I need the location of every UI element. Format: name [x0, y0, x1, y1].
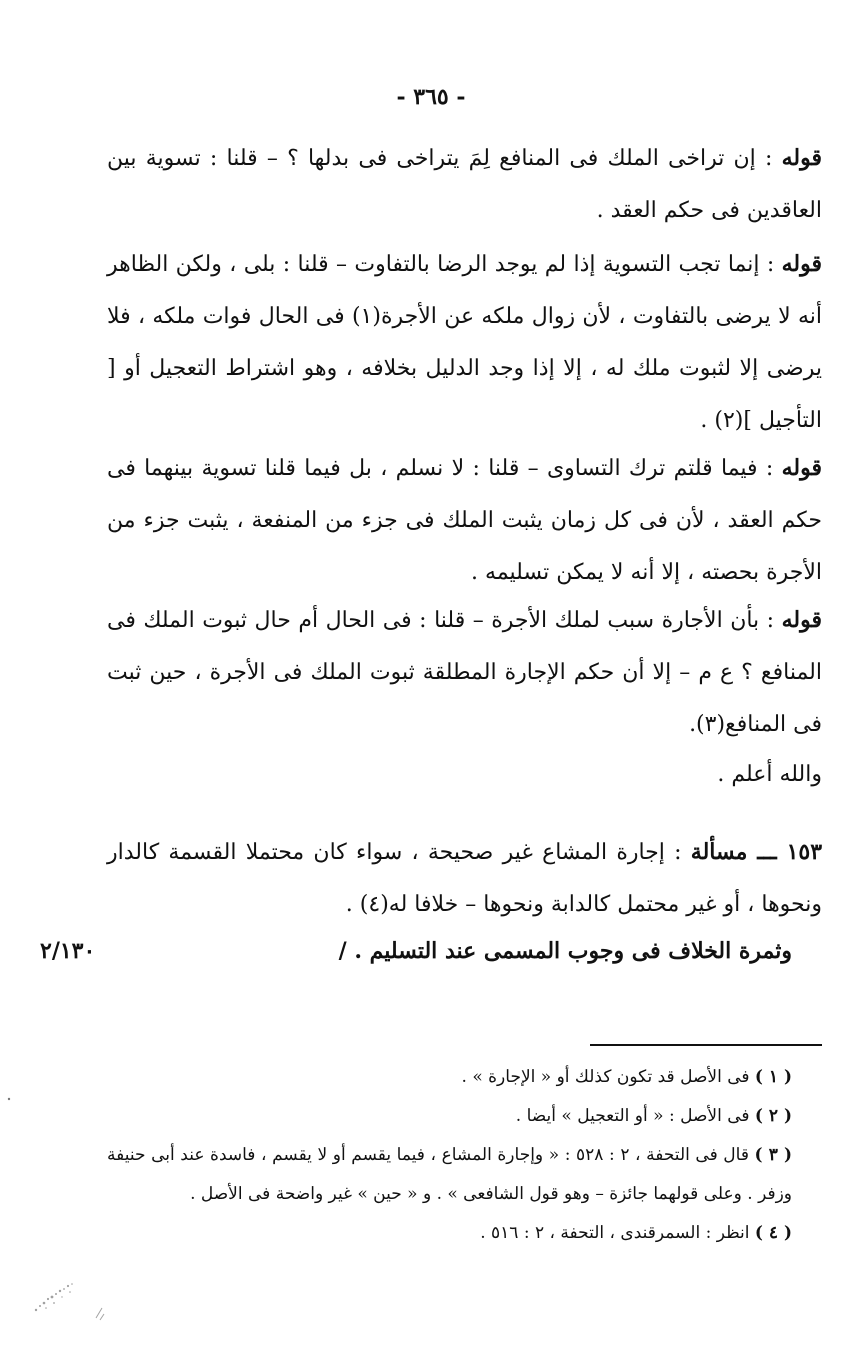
footnote-number: ( ١ ) [754, 1067, 792, 1087]
paragraph-text: : إجارة المشاع غير صحيحة ، سواء كان محتملا القسمة كالدار ونحوها ، أو غير محتمل كالدابة ونحوها – خلافا له(٤) . [107, 840, 822, 917]
paragraph-text: : بأن الأجارة سبب لملك الأجرة – قلنا : فى الحال أم حال ثبوت الملك فى المنافع ؟ ع م – إلا أن حكم الإجارة المطلقة ثبوت الملك فى الأجرة ، حين ثبت فى المنافع(٣). [107, 608, 822, 737]
footnote-3 [107, 1136, 792, 1214]
paragraph-text: : فيما قلتم ترك التساوى – قلنا : لا نسلم ، بل فيما قلنا تسوية بينهما فى حكم العقد ، لأن فى كل زمان يثبت الملك فى جزء من المنفعة ، يثبت جزء من الأجرة بحصته ، إلا أنه لا يمكن تسليمه . [107, 456, 822, 585]
paragraph-lead: قوله [781, 455, 822, 481]
footnote-4 [107, 1214, 792, 1253]
footnote-number: ( ٤ ) [754, 1223, 792, 1243]
footnote-1 [107, 1058, 792, 1097]
issue-153 [107, 826, 822, 931]
scan-speck [6, 1096, 12, 1102]
paragraph-text: : إن تراخى الملك فى المنافع لِمَ يتراخى فى بدلها ؟ – قلنا : تسوية بين العاقدين فى حكم العقد . [107, 146, 822, 223]
footnote-2 [107, 1097, 792, 1136]
paragraph-lead: قوله [781, 251, 822, 277]
footnote-text: انظر : السمرقندى ، التحفة ، ٢ : ٥١٦ . [480, 1223, 755, 1243]
manuscript-folio-reference: ٢/١٣٠ [40, 938, 96, 964]
footnote-text: فى الأصل قد تكون كذلك أو « الإجارة » . [461, 1067, 755, 1087]
scan-smudge-mark [26, 1268, 116, 1328]
paragraph-4 [107, 594, 822, 751]
paragraph-lead: قوله [781, 607, 822, 633]
footnote-number: ( ٣ ) [754, 1145, 792, 1165]
closing-phrase [107, 748, 822, 801]
paragraph-text: : إنما تجب التسوية إذا لم يوجد الرضا بالتفاوت – قلنا : بلى ، ولكن الظاهر أنه لا يرضى بالتفاوت ، لأن زوال ملكه عن الأجرة(١) فى الحال فوات ملكه ، فلا يرضى إلا لثبوت ملك له ، إلا إذا وجد الدليل بخلافه ، وهو اشتراط التعجيل أو [ التأجيل ](٢) . [107, 252, 823, 433]
paragraph-text: وثمرة الخلاف فى وجوب المسمى عند التسليم . / [338, 938, 792, 964]
paragraph-text: والله أعلم . [717, 762, 822, 787]
footnote-text: فى الأصل : « أو التعجيل » أيضا . [515, 1106, 755, 1126]
paragraph-lead: قوله [781, 145, 822, 171]
issue-heading: ١٥٣ ـــ مسألة [690, 839, 823, 865]
footnote-divider [590, 1044, 822, 1046]
page-number: - ٣٦٥ - [396, 84, 466, 110]
footnote-text: قال فى التحفة ، ٢ : ٥٢٨ : « وإجارة المشاع ، فيما يقسم أو لا يقسم ، فاسدة عند أبى حنيفة وزفر . وعلى قولهما جائزة – وهو قول الشافعى » . و « حين » غير واضحة فى الأصل . [107, 1145, 792, 1204]
dispute-outcome-line [232, 938, 792, 964]
paragraph-2 [107, 238, 822, 447]
paragraph-1 [107, 132, 822, 237]
footnotes [107, 1058, 792, 1253]
paragraph-3 [107, 442, 822, 599]
footnote-number: ( ٢ ) [754, 1106, 792, 1126]
